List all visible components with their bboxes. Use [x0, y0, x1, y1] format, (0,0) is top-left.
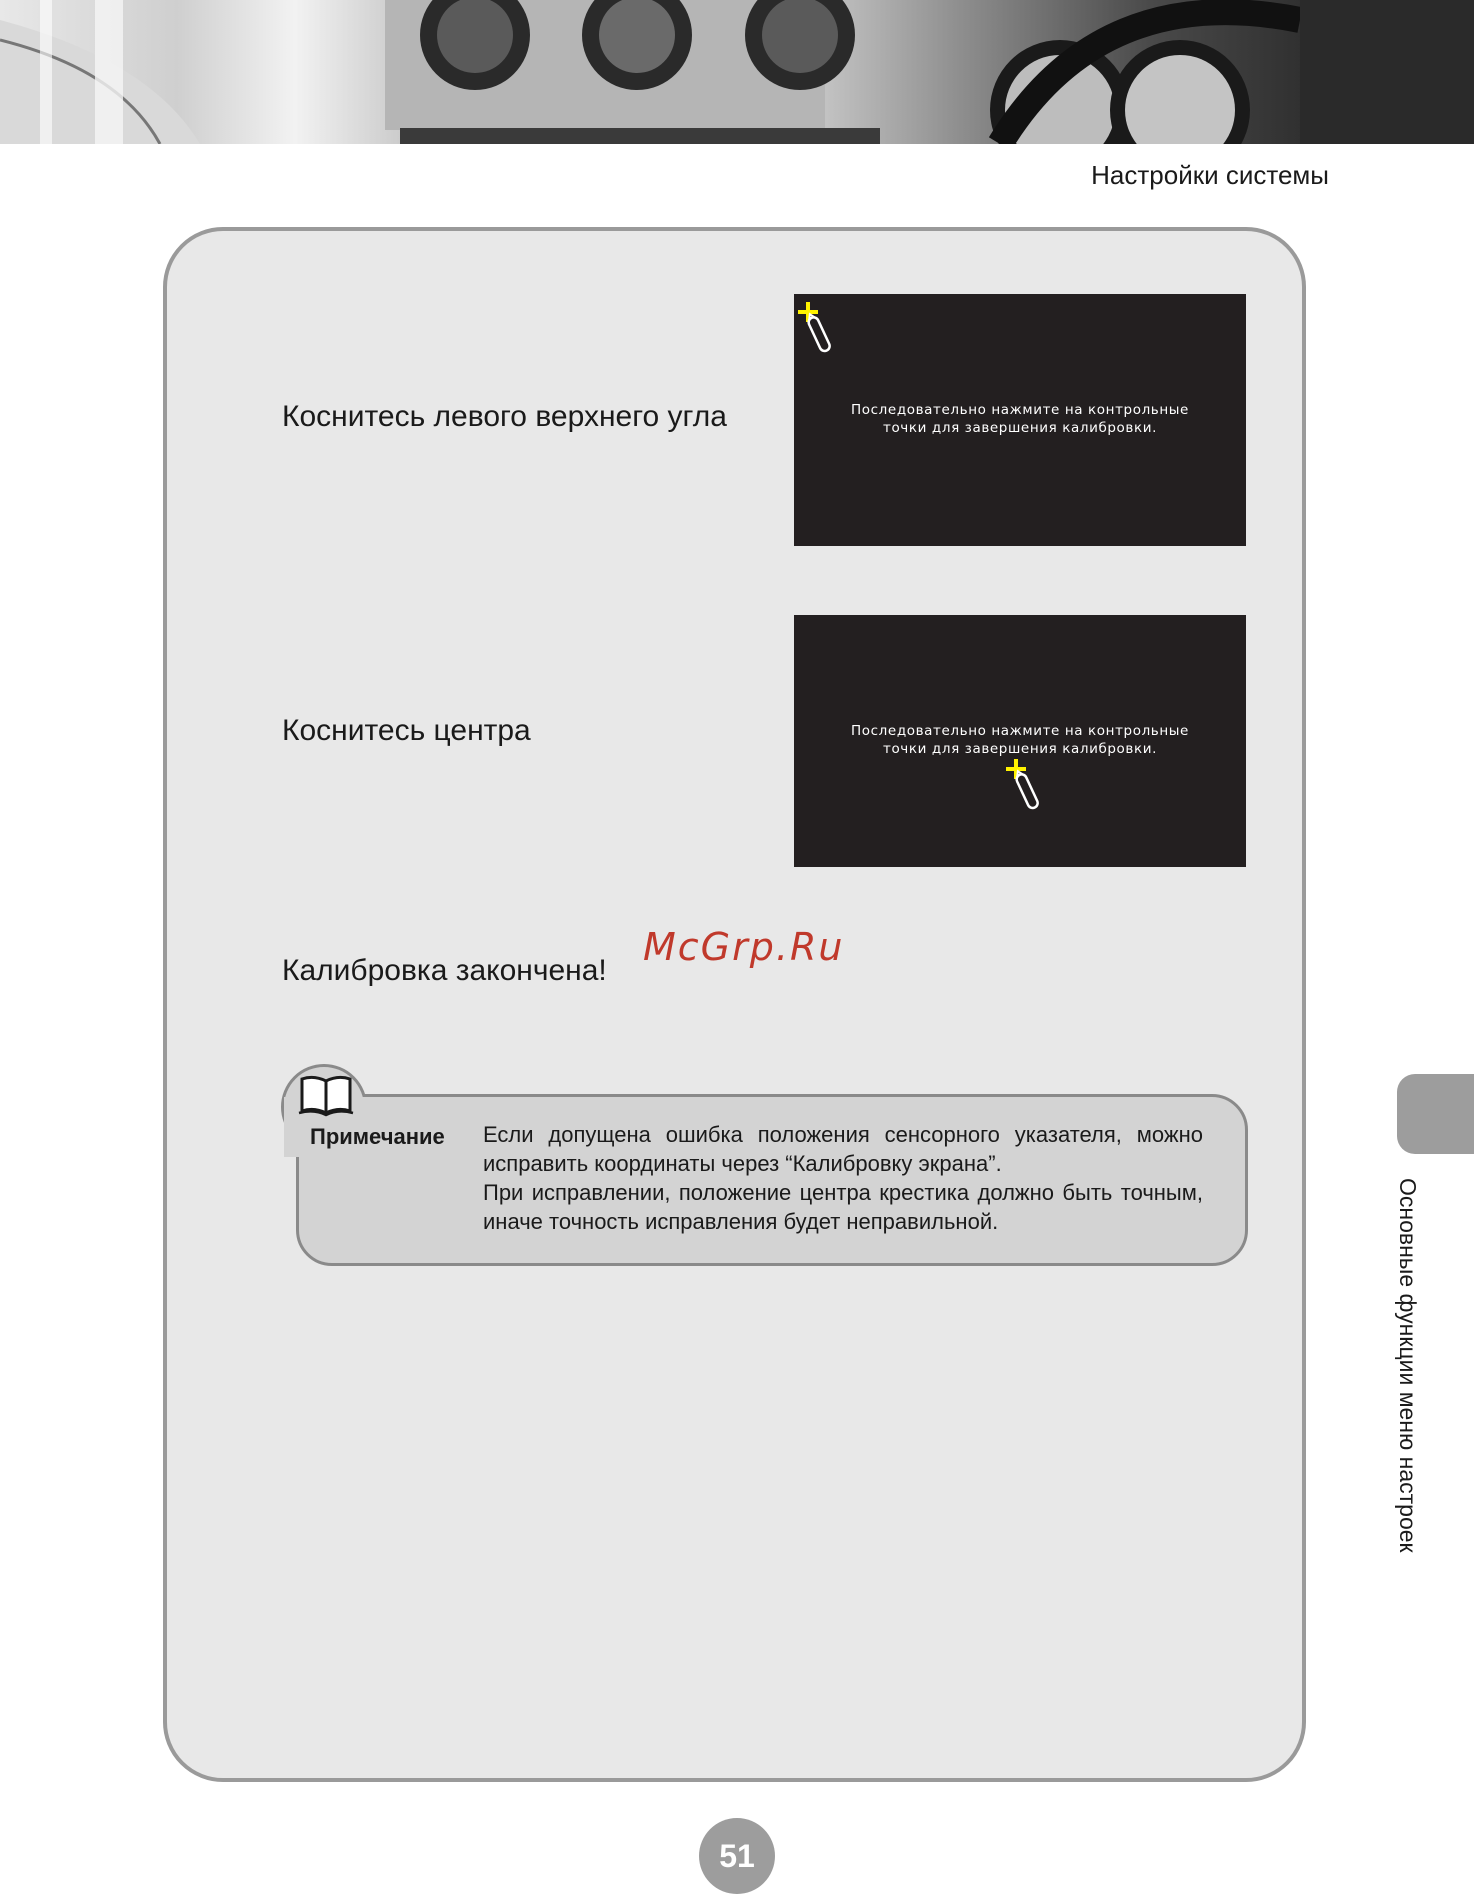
crosshair-stylus-icon — [1004, 757, 1052, 817]
watermark: McGrp.Ru — [643, 925, 845, 969]
step-label-finished: Калибровка закончена! — [282, 954, 607, 987]
section-title: Настройки системы — [1091, 160, 1329, 190]
note-label: Примечание — [310, 1124, 445, 1149]
screen-instruction — [794, 722, 1246, 758]
note-paragraph-2: При исправлении, положение центра крестика должно быть точным, иначе точность исправления будет неправильной. — [483, 1180, 1203, 1234]
note-paragraph-1: Если допущена ошибка положения сенсорного указателя, можно исправить координаты через “Калибровку экрана”. — [483, 1122, 1203, 1176]
screen-instruction-line1: Последовательно нажмите на контрольные — [851, 402, 1189, 418]
header-photo — [0, 0, 1474, 144]
screen-instruction-line2: точки для завершения калибровки. — [882, 741, 1157, 757]
chapter-side-text: Основные функции меню настроек — [1395, 1178, 1421, 1553]
book-icon — [298, 1073, 354, 1117]
calibration-screen-center — [794, 615, 1246, 867]
calibration-screen-top-left — [794, 294, 1246, 546]
crosshair-stylus-icon — [796, 300, 844, 360]
step-label-center: Коснитесь центра — [282, 714, 531, 747]
page-number-badge: 51 — [699, 1818, 775, 1894]
screen-instruction — [794, 401, 1246, 437]
chapter-side-tab — [1397, 1074, 1474, 1154]
screen-instruction-line2: точки для завершения калибровки. — [882, 420, 1157, 436]
step-label-top-left: Коснитесь левого верхнего угла — [282, 400, 727, 433]
note-text — [483, 1120, 1203, 1236]
screen-instruction-line1: Последовательно нажмите на контрольные — [851, 723, 1189, 739]
